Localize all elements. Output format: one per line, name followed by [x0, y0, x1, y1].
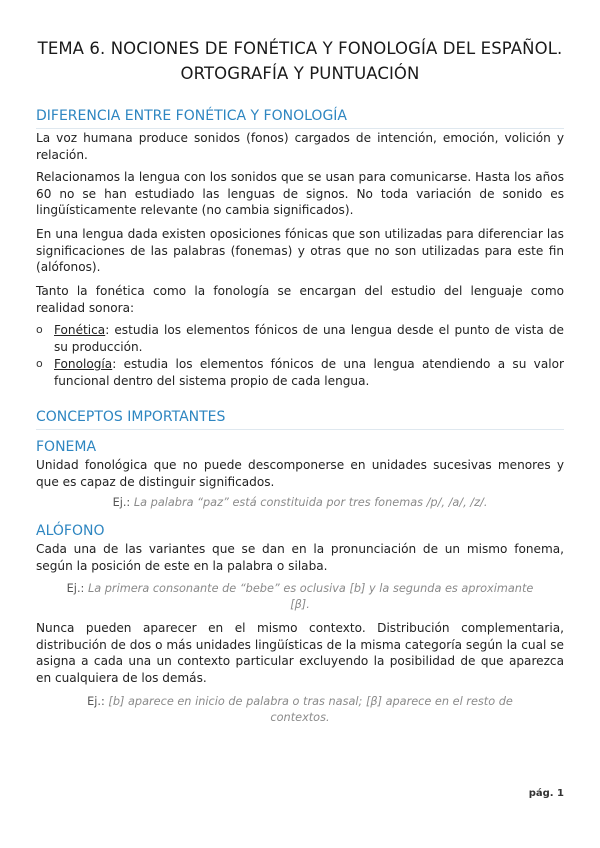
example-fonema — [60, 495, 540, 511]
paragraph-relacionamos: Relacionamos la lengua con los sonidos que se usan para comunicarse. Hasta los años 60 no se han estudiado las lenguas de signos. No toda variación de sonido es lingüísticamente relevante (no cambia significados). — [36, 170, 564, 217]
paragraph-distribucion: Nunca pueden aparecer en el mismo contexto. Distribución complementaria, distribución de dos o más unidades lingüísticas de la misma categoría según la cual se asigna a cada una un contexto particular excluyendo la posibilidad de que aparezca en cualquiera de los demás. — [36, 621, 564, 685]
bullet-icon: o — [36, 323, 43, 336]
example-text: La primera consonante de “bebe” es oclusiva [b] y la segunda es aproximante [β]. — [87, 582, 534, 611]
list-item-fonologia — [36, 356, 564, 389]
example-label: Ej.: — [112, 496, 131, 509]
paragraph-fonema: Unidad fonológica que no puede descomponerse en unidades sucesivas menores y que es capaz de distinguir significados. — [36, 458, 564, 489]
subheading-fonema: FONEMA — [36, 439, 97, 455]
term-fonetica: Fonética — [54, 323, 106, 337]
term-fonologia: Fonología — [54, 357, 113, 371]
example-text: [b] aparece en inicio de palabra o tras nasal; [β] aparece en el resto de contextos. — [108, 695, 513, 724]
definition-fonetica: : estudia los elementos fónicos de una lengua desde el punto de vista de su producción. — [54, 323, 564, 354]
subheading-alofono: ALÓFONO — [36, 523, 105, 539]
section-heading-conceptos: CONCEPTOS IMPORTANTES — [36, 408, 564, 430]
bullet-icon: o — [36, 357, 43, 370]
paragraph-alofono: Cada una de las variantes que se dan en la pronunciación de un mismo fonema, según la posición de este en la palabra o silaba. — [36, 542, 564, 573]
paragraph-oposiciones: En una lengua dada existen oposiciones fónicas que son utilizadas para diferenciar las significaciones de las palabras (fonemas) y otras que no son utilizadas para este fin (alófonos). — [36, 227, 564, 274]
example-alofono-2 — [60, 694, 540, 726]
section-heading-diferencia: DIFERENCIA ENTRE FONÉTICA Y FONOLOGÍA — [36, 107, 564, 129]
paragraph-voz-humana: La voz humana produce sonidos (fonos) cargados de intención, emoción, volición y relación. — [36, 131, 564, 162]
example-label: Ej.: — [87, 695, 105, 708]
example-alofono-1 — [60, 581, 540, 613]
definition-fonologia: : estudia los elementos fónicos de una lengua atendiendo a su valor funcional dentro del sistema propio de cada lengua. — [54, 357, 564, 388]
page-number: pág. 1 — [528, 788, 564, 799]
paragraph-tanto: Tanto la fonética como la fonología se encargan del estudio del lenguaje como realidad sonora: — [36, 284, 564, 315]
page-title: TEMA 6. NOCIONES DE FONÉTICA Y FONOLOGÍA DEL ESPAÑOL. ORTOGRAFÍA Y PUNTUACIÓN — [37, 39, 563, 83]
list-item-fonetica — [36, 322, 564, 355]
example-text: La palabra “paz” está constituida por tres fonemas /p/, /a/, /z/. — [133, 496, 488, 509]
example-label: Ej.: — [66, 582, 85, 595]
